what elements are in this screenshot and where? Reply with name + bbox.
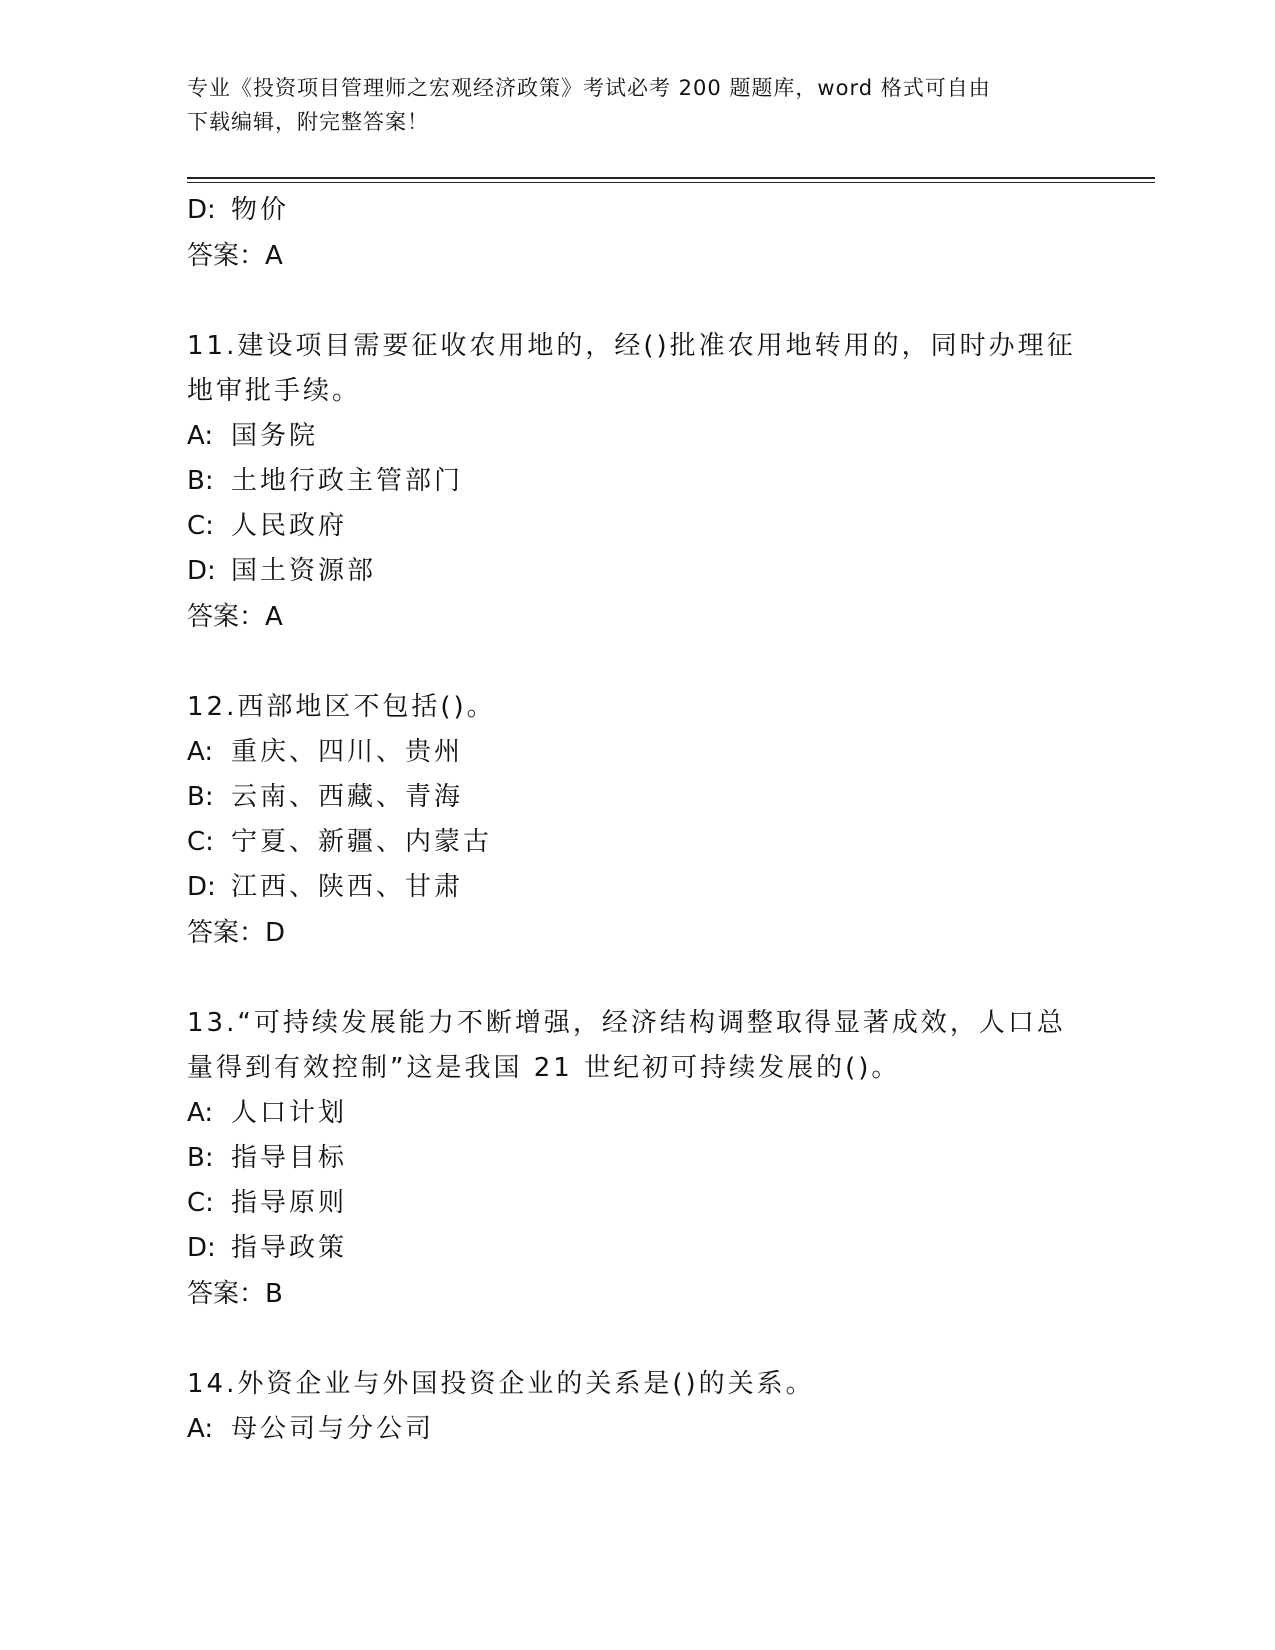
question-text: 11.建设项目需要征收农用地的，经()批准农用地转用的，同时办理征 [187, 331, 1076, 361]
option-text: 国土资源部 [231, 556, 377, 586]
header-divider-thin [187, 182, 1155, 183]
question-text: 量得到有效控制”这是我国 21 世纪初可持续发展的()。 [187, 1053, 901, 1083]
option-text: 指导目标 [231, 1143, 348, 1173]
answer-line [187, 910, 1087, 956]
option-text: 人口计划 [231, 1098, 348, 1128]
answer-value: D [265, 918, 286, 948]
option-text: 物价 [231, 195, 290, 225]
option-key: D: [187, 1233, 216, 1263]
answer-line [187, 594, 1087, 640]
option-text: 云南、西藏、青海 [231, 782, 464, 812]
option-key: D: [187, 872, 216, 902]
option-d [187, 865, 1087, 910]
spacer [187, 956, 1087, 1001]
answer-label: 答案： [187, 1279, 266, 1309]
answer-label: 答案： [187, 602, 266, 632]
question-14 [187, 1362, 1087, 1452]
option-b [187, 1136, 1087, 1181]
option-text: 指导原则 [231, 1188, 348, 1218]
header-line-2: 下载编辑，附完整答案！ [187, 110, 429, 134]
document-header [187, 71, 1067, 139]
question-12 [187, 685, 1087, 956]
option-key: C: [187, 511, 214, 541]
spacer [187, 279, 1087, 324]
spacer [187, 1317, 1087, 1362]
option-key: B: [187, 1143, 214, 1173]
question-text: 地审批手续。 [187, 376, 362, 406]
option-c [187, 1181, 1087, 1226]
question-13 [187, 1001, 1087, 1317]
option-a [187, 1091, 1087, 1136]
option-key: C: [187, 827, 214, 857]
option-key: C: [187, 1188, 214, 1218]
option-d [187, 1226, 1087, 1271]
option-text: 母公司与分公司 [231, 1414, 435, 1444]
option-c [187, 820, 1087, 865]
question-list [187, 188, 1087, 1452]
answer-value: A [265, 602, 283, 632]
option-text: 国务院 [231, 421, 319, 451]
option-text: 指导政策 [231, 1233, 348, 1263]
answer-line [187, 233, 1087, 279]
answer-label: 答案： [187, 918, 266, 948]
option-text: 重庆、四川、贵州 [231, 737, 464, 767]
spacer [187, 640, 1087, 685]
question-text: 14.外资企业与外国投资企业的关系是()的关系。 [187, 1369, 815, 1399]
option-text: 人民政府 [231, 511, 348, 541]
option-key: B: [187, 466, 214, 496]
option-key: D: [187, 556, 216, 586]
option-a [187, 1407, 1087, 1452]
option-text: 宁夏、新疆、内蒙古 [231, 827, 493, 857]
option-key: D: [187, 195, 216, 225]
question-text: 13.“可持续发展能力不断增强，经济结构调整取得显著成效，人口总 [187, 1008, 1066, 1038]
header-divider-thick [187, 177, 1155, 179]
option-a [187, 414, 1087, 459]
option-d [187, 549, 1087, 594]
option-text: 土地行政主管部门 [231, 466, 464, 496]
option-a [187, 730, 1087, 775]
option-b [187, 775, 1087, 820]
option-d [187, 188, 1087, 233]
option-text: 江西、陕西、甘肃 [231, 872, 464, 902]
answer-label: 答案： [187, 241, 266, 271]
header-line-1: 专业《投资项目管理师之宏观经济政策》考试必考 200 题题库，word 格式可自由 [187, 76, 991, 100]
option-key: A: [187, 421, 214, 451]
option-c [187, 504, 1087, 549]
question-11 [187, 324, 1087, 640]
option-key: A: [187, 737, 214, 767]
answer-value: A [265, 241, 283, 271]
option-key: A: [187, 1098, 214, 1128]
option-key: B: [187, 782, 214, 812]
answer-line [187, 1271, 1087, 1317]
option-b [187, 459, 1087, 504]
question-text: 12.西部地区不包括()。 [187, 692, 496, 722]
option-key: A: [187, 1414, 214, 1444]
answer-value: B [265, 1279, 283, 1309]
